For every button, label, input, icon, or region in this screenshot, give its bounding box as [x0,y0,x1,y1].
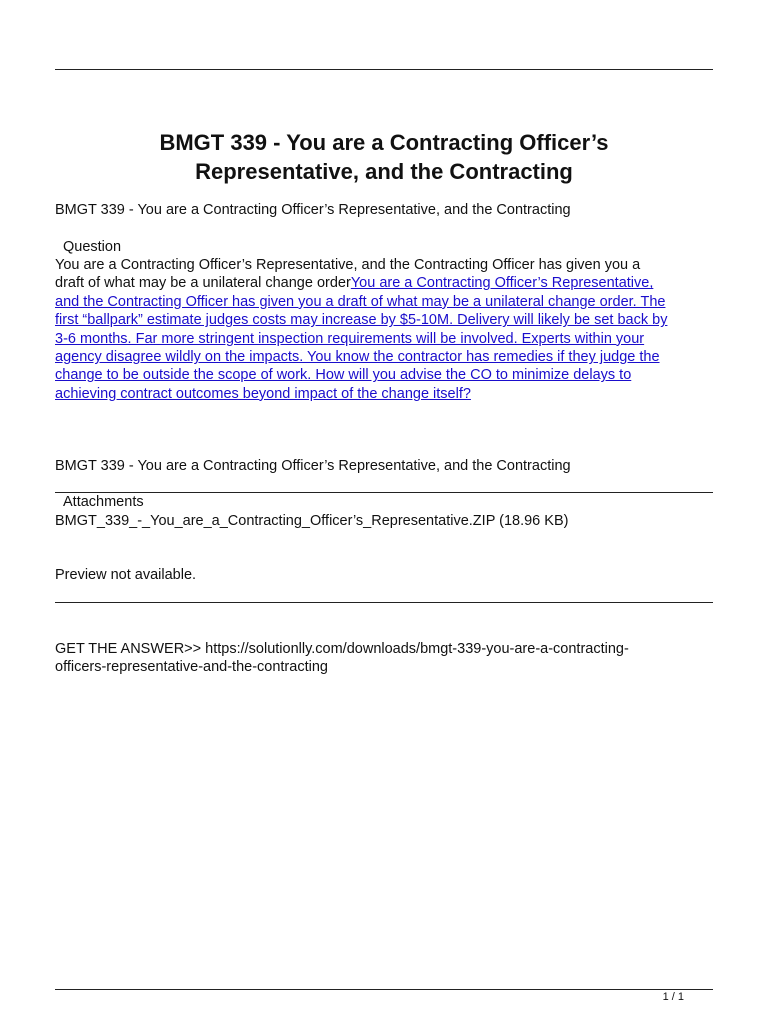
preview-text: Preview not available. [55,567,197,583]
answer-line-1: GET THE ANSWER>> https://solutionlly.com/downloads/bmgt-339-you-are-a-contracting- [55,641,629,657]
top-rule [55,69,713,70]
question-intro-line-2-row [55,274,715,292]
document-subtitle-repeat: BMGT 339 - You are a Contracting Officer’s Representative, and the Contracting [55,458,571,474]
question-link-line-5[interactable]: agency disagree wildly on the impacts. You know the contractor has remedies if they judge the [55,349,660,366]
attachments-label: Attachments [63,494,144,510]
attachments-bottom-rule [55,602,713,603]
question-link-line-4[interactable]: 3-6 months. Far more stringent inspection requirements will be involved. Experts within your [55,330,645,347]
question-link-line-1[interactable]: You are a Contracting Officer’s Representative, [350,275,654,292]
answer-line-2: officers-representative-and-the-contracting [55,659,328,675]
question-intro-line-1: You are a Contracting Officer’s Representative, and the Contracting Officer has given you a [55,257,641,273]
question-intro-line-2: draft of what may be a unilateral change order [55,275,351,292]
document-subtitle: BMGT 339 - You are a Contracting Officer’s Representative, and the Contracting [55,202,571,218]
question-link-line-7[interactable]: achieving contract outcomes beyond impact of the change itself? [55,385,471,402]
question-link-line-6[interactable]: change to be outside the scope of work. How will you advise the CO to minimize delays to [55,367,632,384]
attachment-file: BMGT_339_-_You_are_a_Contracting_Officer’s_Representative.ZIP (18.96 KB) [55,513,569,529]
title-line-1: BMGT 339 - You are a Contracting Officer’s [159,130,609,155]
title-line-2: Representative, and the Contracting [195,159,573,184]
question-link-line-2[interactable]: and the Contracting Officer has given you a draft of what may be a unilateral change order. The [55,293,666,310]
document-title [55,128,713,186]
question-body [55,256,715,403]
page-number: 1 / 1 [662,991,684,1003]
question-link-line-3[interactable]: first “ballpark” estimate judges costs may increase by $5-10M. Delivery will likely be set back by [55,312,668,329]
question-label: Question [63,239,122,255]
footer-rule [55,989,713,990]
